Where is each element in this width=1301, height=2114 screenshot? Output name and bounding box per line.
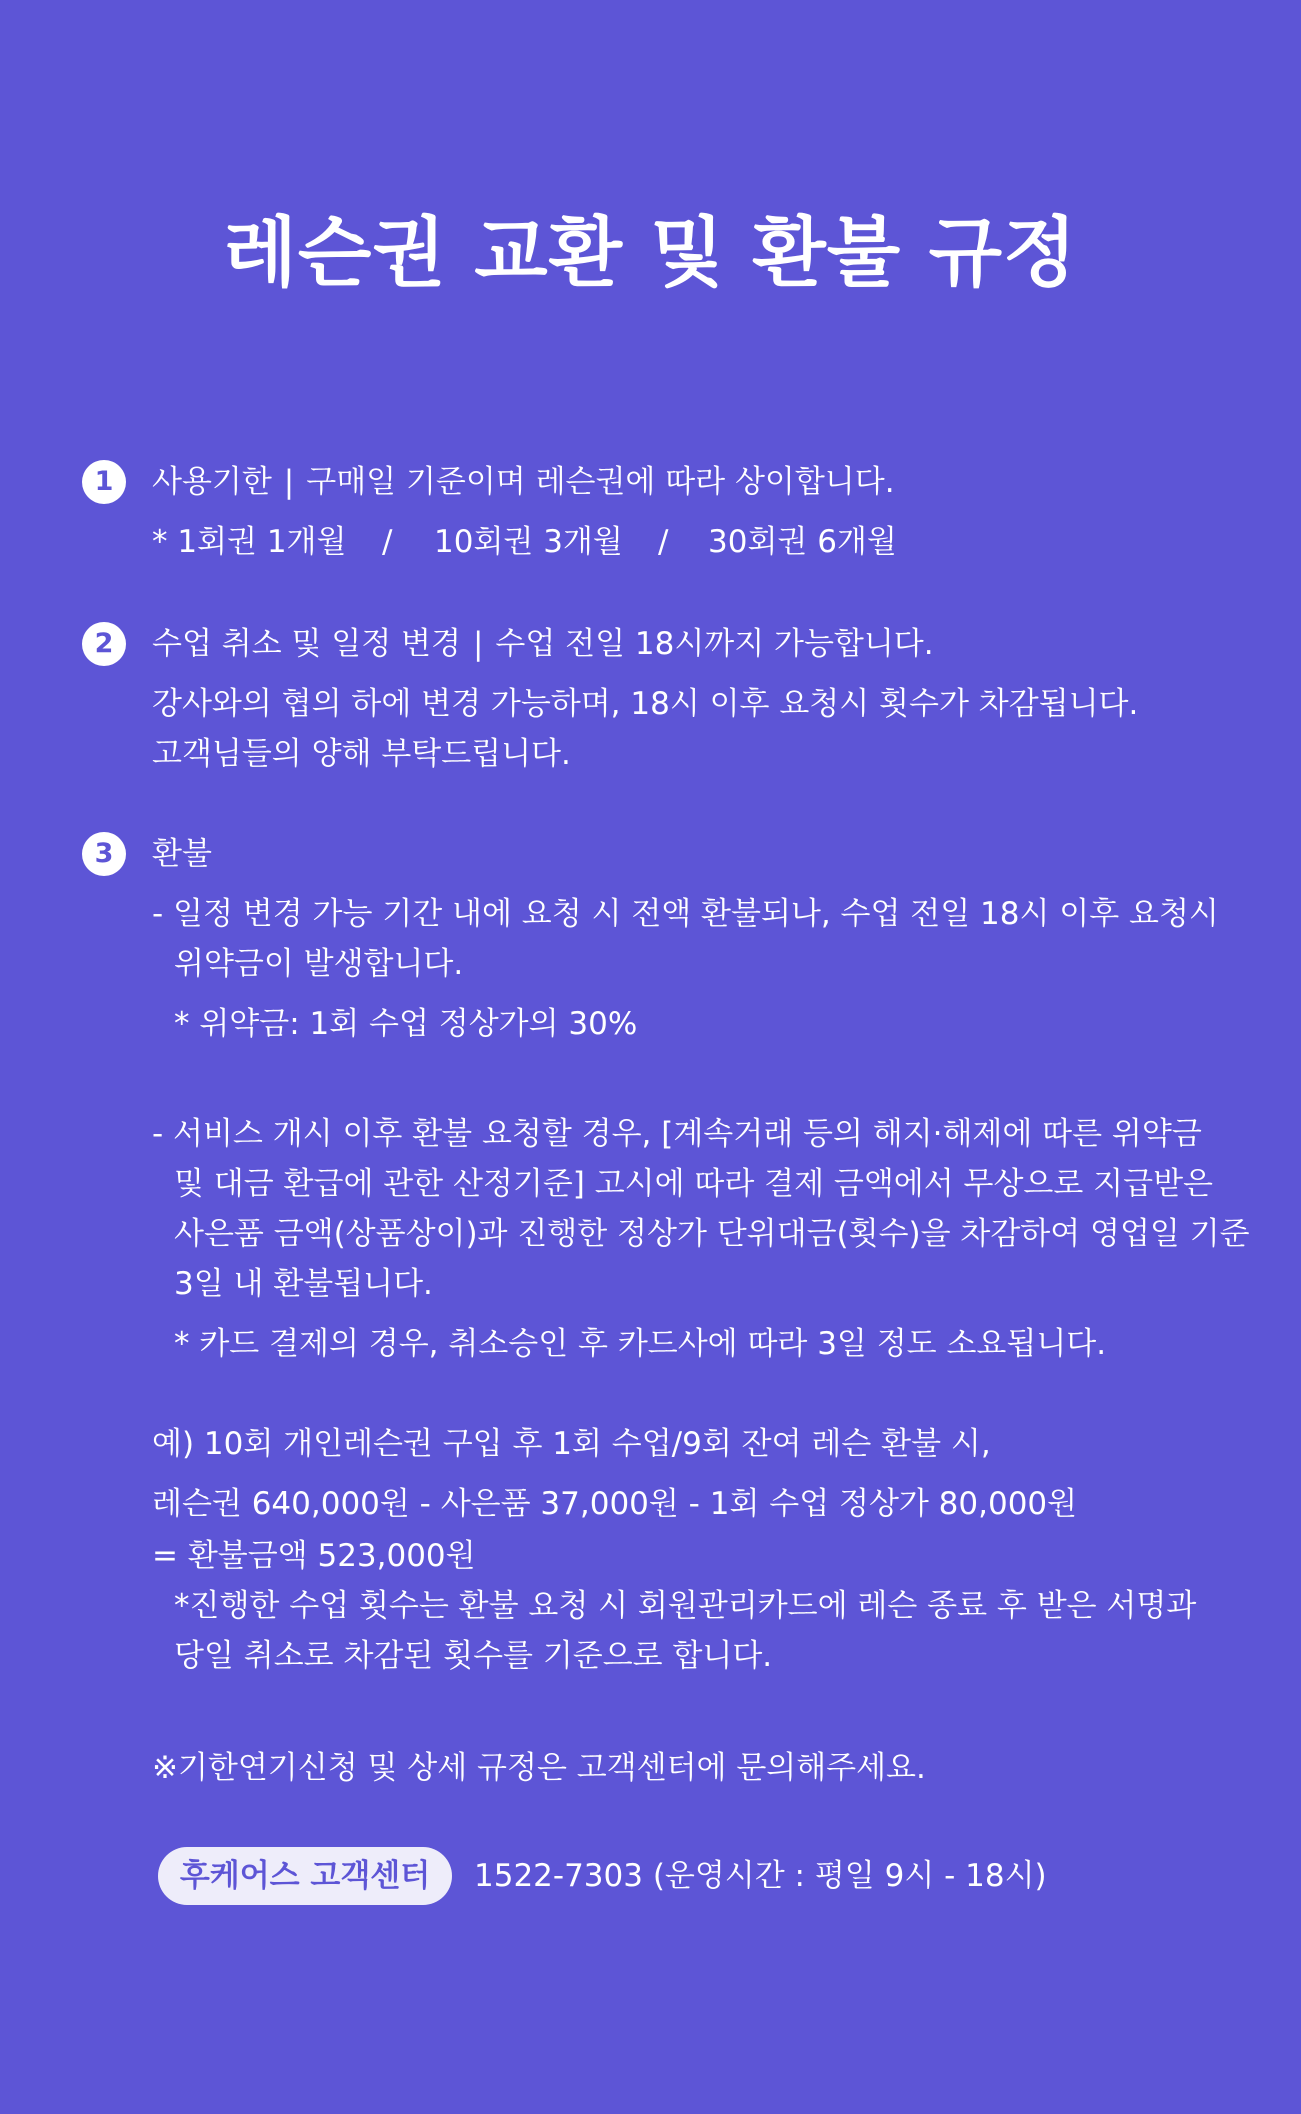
paragraph-line: - 일정 변경 가능 기간 내에 요청 시 전액 환불되나, 수업 전일 18시 이후 요청시 <box>152 896 1219 932</box>
section-1-heading: 사용기한 <box>152 464 272 500</box>
page-title: 레슨권 교환 및 환불 규정 <box>223 208 1078 297</box>
heading-separator: | <box>283 464 295 500</box>
section-1-heading-line <box>152 462 895 502</box>
section-number-badge: 3 <box>82 832 126 876</box>
option-separator: / <box>658 524 669 560</box>
ticket-option: 30회권 6개월 <box>708 524 897 560</box>
paragraph-line: - 서비스 개시 이후 환불 요청할 경우, [계속거래 등의 해지·해제에 따른 위약금 <box>152 1116 1202 1152</box>
notice-text: ※기한연기신청 및 상세 규정은 고객센터에 문의해주세요. <box>152 1750 926 1786</box>
paragraph-line: 3일 내 환불됩니다. <box>174 1266 433 1302</box>
paragraph-line: 사은품 금액(상품상이)과 진행한 정상가 단위대금(횟수)을 차감하여 영업일 기준 <box>174 1216 1250 1252</box>
footnote-line: *진행한 수업 횟수는 환불 요청 시 회원관리카드에 레슨 종료 후 받은 서명과 <box>174 1588 1197 1624</box>
paragraph-line: 강사와의 협의 하에 변경 가능하며, 18시 이후 요청시 횟수가 차감됩니다. <box>152 686 1139 722</box>
section-number-badge: 1 <box>82 460 126 504</box>
ticket-option: * 1회권 1개월 <box>152 524 347 560</box>
section-2-heading-text: 수업 전일 18시까지 가능합니다. <box>495 626 934 662</box>
contact-info: 1522-7303 (운영시간 : 평일 9시 - 18시) <box>474 1858 1047 1894</box>
section-2-heading: 수업 취소 및 일정 변경 <box>152 626 461 662</box>
example-line: 예) 10회 개인레슨권 구입 후 1회 수업/9회 잔여 레슨 환불 시, <box>152 1426 991 1462</box>
footnote-line: * 위약금: 1회 수업 정상가의 30% <box>174 1006 638 1042</box>
example-line: 레슨권 640,000원 - 사은품 37,000원 - 1회 수업 정상가 80,000원 <box>152 1486 1078 1522</box>
section-number-badge: 2 <box>82 622 126 666</box>
section-3-heading: 환불 <box>152 836 212 872</box>
paragraph-line: 위약금이 발생합니다. <box>174 946 464 982</box>
customer-center-badge: 후케어스 고객센터 <box>158 1847 452 1905</box>
section-2-heading-line <box>152 624 934 664</box>
paragraph-line: 및 대금 환급에 관한 산정기준] 고시에 따라 결제 금액에서 무상으로 지급받은 <box>174 1166 1213 1202</box>
heading-separator: | <box>472 626 484 662</box>
footnote-line: * 카드 결제의 경우, 취소승인 후 카드사에 따라 3일 정도 소요됩니다. <box>174 1326 1107 1362</box>
footnote-line: 당일 취소로 차감된 횟수를 기준으로 합니다. <box>174 1638 773 1674</box>
option-separator: / <box>382 524 393 560</box>
section-1-heading-text: 구매일 기준이며 레슨권에 따라 상이합니다. <box>306 464 895 500</box>
paragraph-line: 고객님들의 양해 부탁드립니다. <box>152 736 571 772</box>
ticket-option: 10회권 3개월 <box>434 524 623 560</box>
example-line: = 환불금액 523,000원 <box>152 1538 476 1574</box>
